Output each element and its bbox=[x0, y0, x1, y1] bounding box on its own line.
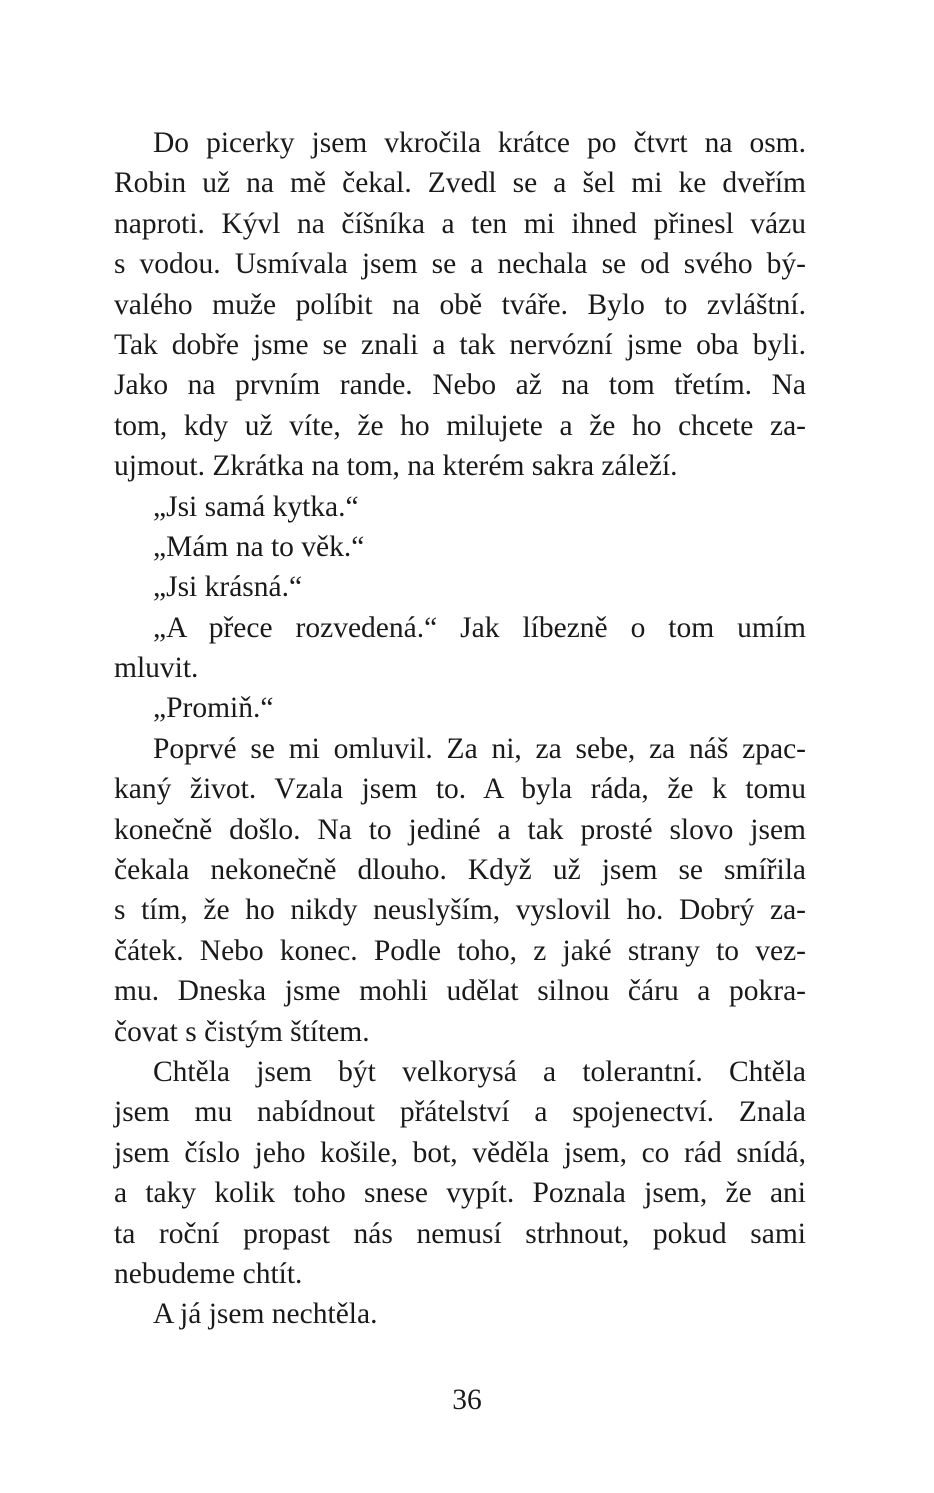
text-line: „Promiň.“ bbox=[153, 692, 274, 725]
text-line: A já jsem nechtěla. bbox=[153, 1298, 378, 1331]
text-line: mluvit. bbox=[114, 652, 199, 685]
text-line: ta roční propast nás nemusí strhnout, pokud sami bbox=[114, 1217, 806, 1250]
text-line: jsem číslo jeho košile, bot, věděla jsem, co rád snídá, bbox=[114, 1136, 806, 1169]
text-line: Tak dobře jsme se znali a tak nervózní jsme oba byli. bbox=[114, 328, 806, 361]
text-line: Jako na prvním rande. Nebo až na tom třetím. Na bbox=[114, 369, 806, 402]
text-line: ujmout. Zkrátka na tom, na kterém sakra záleží. bbox=[114, 450, 678, 483]
text-line: s tím, že ho nikdy neuslyším, vyslovil ho. Dobrý za- bbox=[114, 894, 806, 927]
text-line: „Jsi krásná.“ bbox=[153, 571, 303, 604]
text-line: kaný život. Vzala jsem to. A byla ráda, že k tomu bbox=[114, 773, 806, 806]
text-line: s vodou. Usmívala jsem se a nechala se od svého bý- bbox=[114, 248, 806, 281]
text-line: tom, kdy už víte, že ho milujete a že ho chcete za- bbox=[114, 409, 806, 442]
text-line: Chtěla jsem být velkorysá a tolerantní. Chtěla bbox=[153, 1055, 806, 1088]
text-line: Poprvé se mi omluvil. Za ni, za sebe, za náš zpac- bbox=[153, 732, 806, 765]
text-line: čekala nekonečně dlouho. Když už jsem se smířila bbox=[114, 854, 806, 887]
text-line: valého muže políbit na obě tváře. Bylo to zvláštní. bbox=[114, 288, 806, 321]
page-body-text bbox=[114, 123, 806, 1335]
page-number: 36 bbox=[452, 1384, 482, 1416]
text-line: a taky kolik toho snese vypít. Poznala jsem, že ani bbox=[114, 1177, 806, 1210]
text-line: konečně došlo. Na to jediné a tak prosté slovo jsem bbox=[114, 813, 806, 846]
text-line: mu. Dneska jsme mohli udělat silnou čáru a pokra- bbox=[114, 975, 806, 1008]
text-line: nebudeme chtít. bbox=[114, 1257, 303, 1290]
text-line: „Mám na to věk.“ bbox=[153, 530, 365, 563]
text-line: jsem mu nabídnout přátelství a spojenectví. Znala bbox=[114, 1096, 806, 1129]
text-line: Robin už na mě čekal. Zvedl se a šel mi ke dveřím bbox=[114, 167, 806, 200]
text-line: „A přece rozvedená.“ Jak líbezně o tom umím bbox=[153, 611, 806, 644]
text-line: čovat s čistým štítem. bbox=[114, 1015, 370, 1048]
text-line: naproti. Kývl na číšníka a ten mi ihned přinesl vázu bbox=[114, 207, 806, 240]
text-line: Do picerky jsem vkročila krátce po čtvrt na osm. bbox=[153, 127, 806, 159]
text-line: čátek. Nebo konec. Podle toho, z jaké strany to vez- bbox=[114, 934, 806, 967]
text-line: „Jsi samá kytka.“ bbox=[153, 490, 359, 523]
